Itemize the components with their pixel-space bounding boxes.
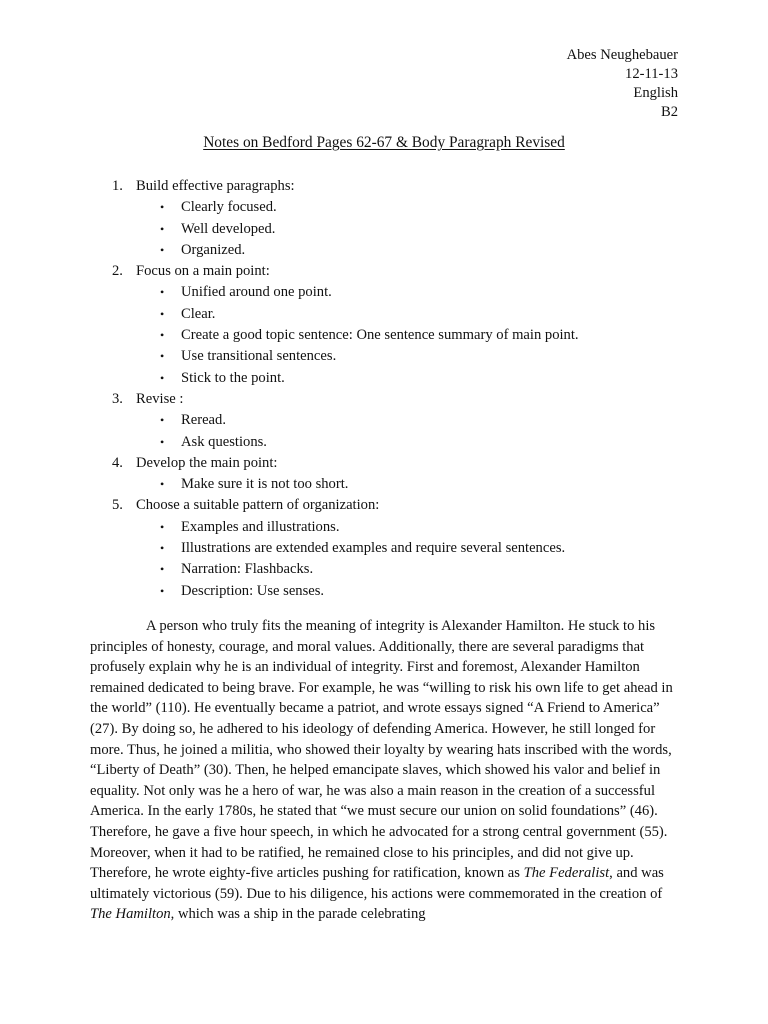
bullet-item — [136, 474, 692, 495]
outline-number: 2. — [112, 263, 123, 280]
bullet-list — [136, 517, 692, 602]
bullet-text: Reread. — [181, 412, 226, 429]
bullet-text: Organized. — [181, 241, 246, 258]
bullet-item — [136, 559, 692, 580]
outline-item — [112, 261, 692, 389]
outline-heading: Develop the main point: — [136, 454, 278, 471]
bullet-item — [136, 219, 692, 240]
outline-heading: Focus on a main point: — [136, 263, 270, 280]
bullet-list — [136, 197, 692, 261]
bullet-text: Stick to the point. — [181, 369, 285, 386]
outline-heading: Choose a suitable pattern of organization: — [136, 497, 380, 514]
notes-outline — [112, 176, 692, 602]
bullet-icon: • — [160, 583, 165, 598]
bullet-icon: • — [160, 221, 165, 236]
bullet-item — [136, 346, 692, 367]
bullet-text: Well developed. — [181, 220, 276, 237]
bullet-item — [136, 197, 692, 218]
outline-heading: Build effective paragraphs: — [136, 178, 295, 194]
bullet-text: Clear. — [181, 305, 216, 322]
essay-italic-title-federalist: The Federalist — [523, 865, 610, 882]
bullet-text: Make sure it is not too short. — [181, 476, 349, 493]
bullet-list — [136, 410, 692, 453]
bullet-icon: • — [160, 242, 165, 257]
bullet-list — [136, 474, 692, 495]
bullet-icon: • — [160, 285, 165, 300]
bullet-icon: • — [160, 413, 165, 428]
bullet-icon: • — [160, 519, 165, 534]
outline-heading: Revise : — [136, 390, 184, 407]
bullet-item — [136, 282, 692, 303]
bullet-list — [136, 282, 692, 388]
bullet-icon: • — [160, 434, 165, 449]
bullet-item — [136, 432, 692, 453]
outline-item — [112, 389, 692, 453]
bullet-text: Clearly focused. — [181, 199, 277, 216]
bullet-item — [136, 538, 692, 559]
bullet-item — [136, 325, 692, 346]
essay-text-part3: , which was a ship in the parade celebrating — [170, 906, 426, 923]
bullet-icon: • — [160, 328, 165, 343]
essay-text-part2: , and was ultimately victorious (59). Due to his diligence, his actions were commemorated in the creation of — [90, 865, 664, 902]
bullet-item — [136, 304, 692, 325]
author-name: Abes Neughebauer — [566, 47, 678, 63]
outline-item — [112, 176, 692, 261]
outline-item — [112, 453, 692, 496]
bullet-text: Create a good topic sentence: One sentence summary of main point. — [181, 327, 579, 344]
bullet-item — [136, 410, 692, 431]
bullet-text: Examples and illustrations. — [181, 518, 340, 535]
bullet-item — [136, 368, 692, 389]
author-header — [567, 46, 678, 122]
class-period: B2 — [660, 104, 678, 120]
bullet-text: Ask questions. — [181, 433, 267, 450]
bullet-icon: • — [160, 477, 165, 492]
bullet-icon: • — [160, 200, 165, 215]
outline-number: 4. — [112, 454, 123, 471]
bullet-text: Use transitional sentences. — [181, 348, 337, 365]
body-paragraph — [90, 616, 684, 925]
bullet-text: Description: Use senses. — [181, 582, 325, 599]
outline-number: 3. — [112, 390, 123, 407]
bullet-text: Unified around one point. — [181, 284, 332, 301]
bullet-icon: • — [160, 306, 165, 321]
document-title: Notes on Bedford Pages 62-67 & Body Paragraph Revised — [203, 134, 565, 151]
outline-number: 5. — [112, 497, 123, 514]
bullet-item — [136, 517, 692, 538]
bullet-text: Illustrations are extended examples and require several sentences. — [181, 540, 566, 557]
essay-italic-title-hamilton: The Hamilton — [90, 906, 171, 923]
document-date: 12-11-13 — [625, 66, 678, 82]
bullet-icon: • — [160, 349, 165, 364]
essay-text-part1: A person who truly fits the meaning of integrity is Alexander Hamilton. He stuck to his principles of honesty, courage, and moral values. Additionally, there are several paradigms that profusely explain why he is an individual of integrity. First and foremost, Alexander Hamilton remained dedicated to being brave. For example, he was “willing to risk his own life to get ahead in the world” (110). He eventually became a patriot, and wrote essays signed “A Friend to America” (27). By doing so, he adhered to his ideology of defending America. However, he still longed for more. Thus, he joined a militia, who showed their loyalty by wearing hats inscribed with the words, “Liberty of Death” (30). Then, he helped emancipate slaves, which showed his valor and belief in equality. Not only was he a hero of war, he was also a main reason in the creation of a successful America. In the early 1780s, he stated that “we must secure our union on solid foundations” (46). Therefore, he gave a five hour speech, in which he advocated for a strong central government (55). Moreover, when it had to be ratified, he remained close to his principles, and did not give up. Therefore, he wrote eighty-five articles pushing for ratification, known as — [90, 618, 673, 882]
bullet-icon: • — [160, 370, 165, 385]
outline-item — [112, 495, 692, 601]
outline-number: 1. — [112, 178, 123, 194]
bullet-icon: • — [160, 541, 165, 556]
bullet-icon: • — [160, 562, 165, 577]
course-subject: English — [633, 85, 678, 101]
bullet-item — [136, 581, 692, 602]
bullet-text: Narration: Flashbacks. — [181, 561, 314, 578]
bullet-item — [136, 240, 692, 261]
